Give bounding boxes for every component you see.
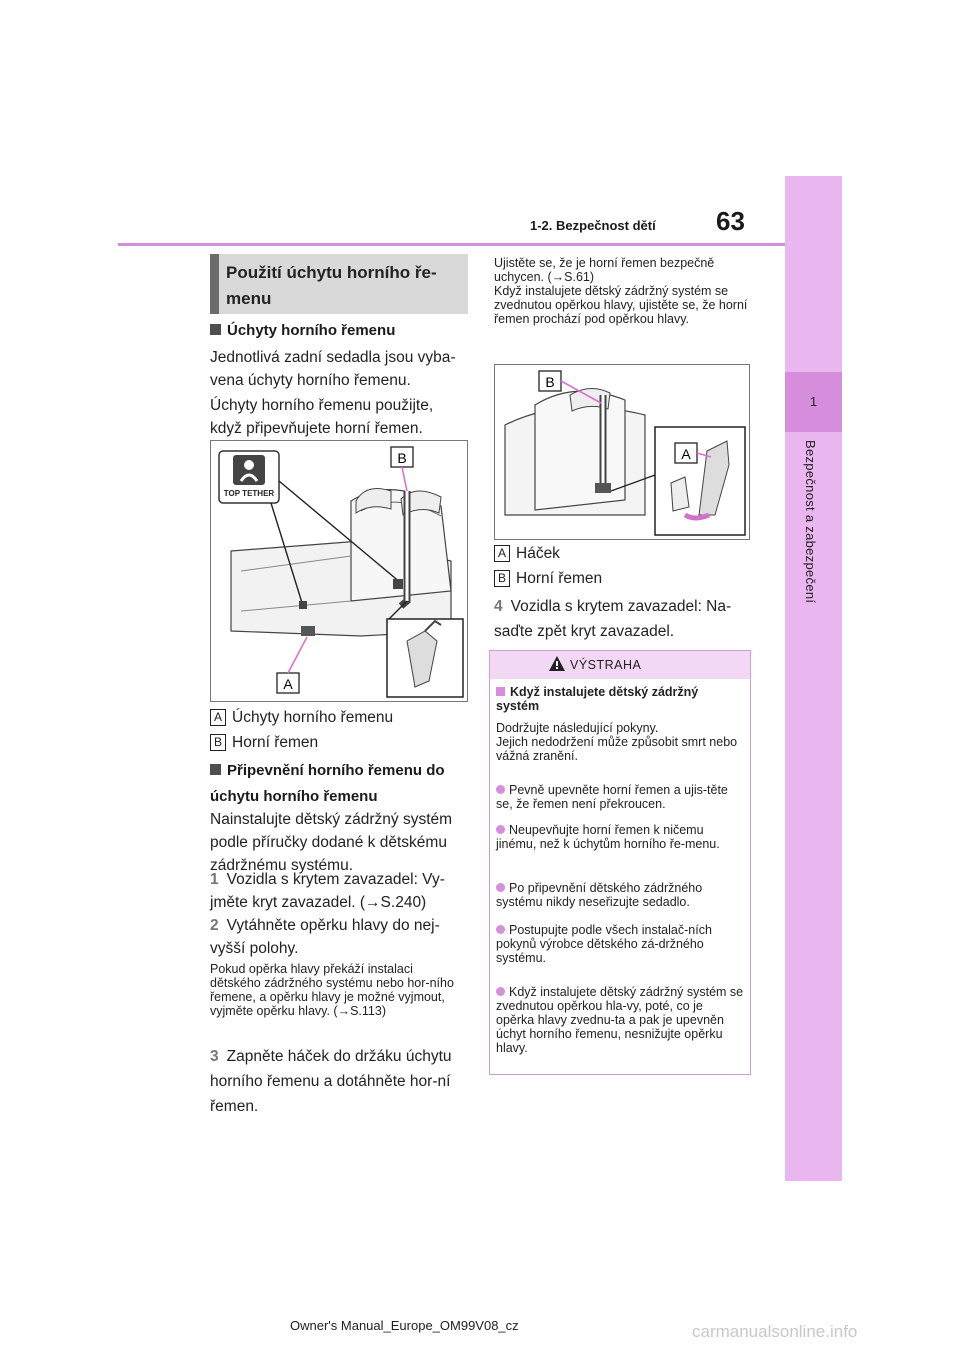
- chapter-side-tab: [785, 176, 842, 1181]
- callout-b: B: [397, 450, 407, 466]
- warning-bullet: [496, 881, 744, 909]
- warning-bullet: [496, 823, 744, 851]
- legend-text: Horní řemen: [516, 570, 603, 587]
- chapter-number: 1: [809, 394, 818, 409]
- legend-text: Úchyty horního řemenu: [232, 709, 394, 726]
- intro-text: Ujistěte se, že je horní řemen bezpečně uchycen. (→S.61) Když instalujete dětský zádržný systém se zvednutou opěrkou hlavy, ujistěte se, že horní řemen prochází pod opěrkou hlavy.: [494, 256, 748, 326]
- chapter-title-text: Bezpečnost a zabezpečení: [803, 440, 818, 604]
- paragraph: Jednotlivá zadní sedadla jsou vyba-vena úchyty horního řemenu.: [210, 349, 456, 389]
- subheading-anchors-text: Úchyty horního řemenu: [227, 322, 396, 339]
- header-divider: [118, 243, 785, 246]
- warning-bullet-text: Postupujte podle všech instalač-ních pokynů výrobce dětského zá-držného systému.: [496, 923, 712, 965]
- warning-bullet-text: Po připevnění dětského zádržného systému nikdy neseřizujte sedadlo.: [496, 881, 703, 909]
- seat-illustration: [211, 441, 467, 701]
- step-3: [210, 1044, 472, 1119]
- paragraph: Nainstalujte dětský zádržný systém podle příručky dodané k dětskému zádržnému systému.: [210, 811, 453, 874]
- watermark: carmanualsonline.info: [692, 1322, 858, 1341]
- section-heading: Použití úchytu horního ře-menu: [226, 263, 437, 308]
- legend-item-b: [210, 731, 318, 754]
- warning-bullet: [496, 783, 744, 811]
- section-title: 1-2. Bezpečnost dětí: [530, 218, 656, 233]
- step-text: Zapněte háček do držáku úchytu horního řemenu a dotáhněte hor-ní řemen.: [210, 1048, 452, 1115]
- legend-key: B: [210, 734, 226, 751]
- legend-item-b: [494, 567, 602, 590]
- legend-text: Horní řemen: [232, 734, 319, 751]
- warning-bullet-text: Pevně upevněte horní řemen a ujis-těte se, že řemen není překroucen.: [496, 783, 728, 811]
- step-2: [210, 914, 472, 960]
- warning-title: VÝSTRAHA: [570, 658, 642, 672]
- legend-item-a: [210, 706, 393, 729]
- note: Pokud opěrka hlavy překáží instalaci dětského zádržného systému nebo hor-ního řemene, a opěrku hlavy je možné vyjmout, vyjměte opěrku hlavy. (→S.113): [210, 962, 454, 1018]
- chapter-title: [803, 440, 827, 660]
- paragraph: Úchyty horního řemenu použijte, když připevňujete horní řemen.: [210, 397, 434, 437]
- page-number: 63: [716, 206, 745, 236]
- section-title-box: [210, 254, 468, 314]
- bullet-dot-icon: [496, 987, 505, 996]
- warning-box: [489, 650, 751, 1075]
- warning-intro: Dodržujte následující pokyny. Jejich nedodržení může způsobit smrt nebo vážná zranění.: [496, 721, 738, 763]
- step-number: 3: [210, 1048, 219, 1065]
- step-number: 2: [210, 917, 219, 934]
- warning-bullet-text: Když instalujete dětský zádržný systém se zvednutou opěrkou hla-vy, poté, co je opěrka hlavy zvednu-ta a pak je upevněn úchyt horního řemenu, nesnižujte opěrku hlavy.: [496, 985, 744, 1055]
- step-text: Vytáhněte opěrku hlavy do nej-vyšší polohy.: [210, 917, 440, 957]
- legend-text: Háček: [516, 545, 560, 562]
- square-bullet-icon: [210, 764, 221, 775]
- callout-a: A: [681, 446, 691, 462]
- legend-key: A: [210, 709, 226, 726]
- warning-header: [490, 651, 750, 679]
- figure-tether-anchors: [210, 440, 468, 702]
- warning-bullet: [496, 985, 744, 1055]
- warning-bullet-text: Neupevňujte horní řemen k ničemu jinému, než k úchytům horního ře-menu.: [496, 823, 720, 851]
- legend-key: B: [494, 570, 510, 587]
- badge-text: TOP TETHER: [223, 489, 275, 498]
- subheading-attach: [210, 758, 470, 810]
- bullet-dot-icon: [496, 883, 505, 892]
- subheading-anchors: [210, 318, 395, 344]
- step-text: Vozidla s krytem zavazadel: Na-saďte zpět kryt zavazadel.: [494, 598, 732, 640]
- bullet-dot-icon: [496, 785, 505, 794]
- warning-subheading: [496, 685, 741, 713]
- callout-a: A: [283, 676, 293, 692]
- warning-bullet: [496, 923, 744, 965]
- legend-item-a: [494, 542, 560, 565]
- legend-key: A: [494, 545, 510, 562]
- step-number: 1: [210, 871, 219, 888]
- step-1: [210, 868, 472, 914]
- warning-triangle-icon: [548, 655, 566, 673]
- step-number: 4: [494, 598, 503, 615]
- square-bullet-icon: [210, 324, 221, 335]
- figure-hook: [494, 364, 750, 540]
- warning-subheading-text: Když instalujete dětský zádržný systém: [496, 685, 699, 713]
- callout-b: B: [545, 374, 555, 390]
- bullet-dot-icon: [496, 825, 505, 834]
- footer-manual-id: Owner's Manual_Europe_OM99V08_cz: [290, 1318, 519, 1333]
- title-box-bar: [210, 254, 219, 314]
- square-bullet-icon: [496, 687, 505, 696]
- step-text: Vozidla s krytem zavazadel: Vy-jměte kryt zavazadel. (→S.240): [210, 871, 445, 911]
- subheading-attach-text: Připevnění horního řemenu do úchytu horního řemenu: [210, 762, 445, 805]
- step-4: [494, 594, 752, 644]
- bullet-dot-icon: [496, 925, 505, 934]
- hook-illustration: [495, 365, 749, 539]
